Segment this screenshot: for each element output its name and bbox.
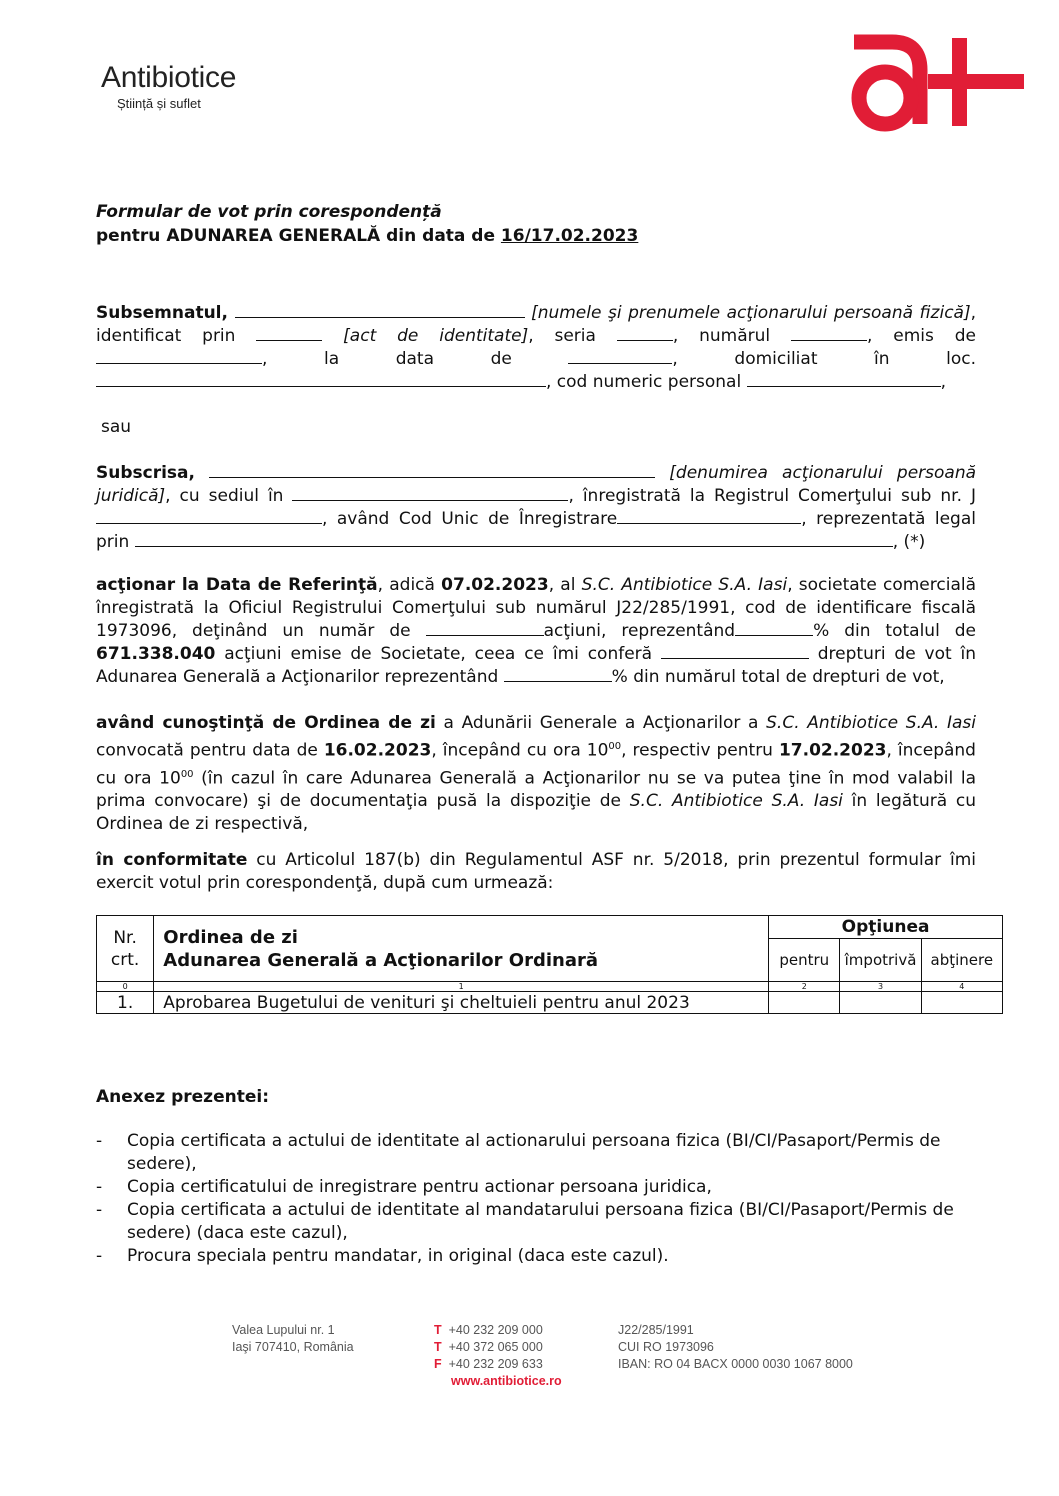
text: acţiuni emise de Societate, ceea ce îmi conferă bbox=[215, 644, 661, 664]
fax-value: +40 232 209 633 bbox=[448, 1357, 543, 1371]
text: (în cazul în care Adunarea Generală a Acţionarilor nu se va putea ţine în mod valabil la prima convocare) şi de documentaţia pusă la dispoziţie de bbox=[96, 768, 976, 812]
index-1: 1 bbox=[154, 982, 769, 992]
text: , societate comercială înregistrată la Oficiul Registrului Comerţului sub numărul J22/285/1991, cod de identificare fiscală 1973096, deţinând un număr de bbox=[96, 575, 976, 641]
vote-for-cell[interactable] bbox=[769, 992, 840, 1014]
header-option-for: pentru bbox=[769, 939, 840, 982]
index-4: 4 bbox=[921, 982, 1002, 992]
text: , la data de bbox=[262, 349, 569, 369]
header-nr-text: Nr. crt. bbox=[110, 927, 140, 970]
header-agenda-subtitle: Adunarea Generală a Acţionarilor Ordinară bbox=[163, 949, 599, 971]
annex-text: Copia certificata a actului de identitate al mandatarului persoana fizica (BI/CI/Pasaport/Permis de sedere) (daca este cazul), bbox=[127, 1200, 954, 1243]
sup: 00 bbox=[608, 741, 622, 752]
index-2: 2 bbox=[769, 982, 840, 992]
form-title-line1: Formular de vot prin corespondență bbox=[96, 202, 442, 222]
annex-text: Procura speciala pentru mandatar, in original (daca este cazul). bbox=[127, 1246, 669, 1266]
annex-text: Copia certificatului de inregistrare pentru actionar persoana juridica, bbox=[127, 1177, 712, 1197]
row-nr: 1. bbox=[97, 992, 154, 1014]
cui-number: CUI RO 1973096 bbox=[618, 1340, 714, 1354]
hint-act: [act de identitate] bbox=[343, 326, 529, 346]
text: convocată pentru data de bbox=[96, 740, 324, 761]
text: , cu sediul în bbox=[165, 486, 293, 506]
index-0: 0 bbox=[97, 982, 154, 992]
list-item bbox=[96, 1130, 976, 1176]
form-title bbox=[96, 200, 638, 248]
fax-line bbox=[434, 1356, 562, 1373]
text: , seria bbox=[528, 326, 617, 346]
list-item bbox=[96, 1199, 976, 1245]
website-link[interactable]: www.antibiotice.ro bbox=[451, 1374, 562, 1388]
footer-address bbox=[232, 1322, 354, 1356]
text-bold: având cunoştinţă de Ordinea de zi bbox=[96, 713, 436, 733]
phone-label: T bbox=[434, 1323, 442, 1337]
total-shares: 671.338.040 bbox=[96, 644, 216, 664]
footer-registry bbox=[618, 1322, 853, 1373]
conformity-paragraph bbox=[96, 849, 976, 895]
header-option: Opţiunea bbox=[769, 916, 1003, 939]
label-subsemnatul: Subsemnatul, bbox=[96, 303, 228, 323]
field-number[interactable] bbox=[791, 325, 867, 341]
text: , al bbox=[548, 575, 582, 595]
text: , având Cod Unic de Înregistrare bbox=[322, 509, 618, 529]
address-line-2: Iaşi 707410, România bbox=[232, 1340, 354, 1354]
text: , adică bbox=[377, 575, 442, 595]
phone-line bbox=[434, 1322, 562, 1339]
hint-person-name: [numele şi prenumele acţionarului persoană fizică] bbox=[531, 303, 971, 323]
company-name: S.C. Antibiotice S.A. Iasi bbox=[766, 713, 976, 733]
address-line-1: Valea Lupului nr. 1 bbox=[232, 1323, 335, 1337]
brand-tagline: Știință și suflet bbox=[117, 96, 201, 111]
title-date: 16/17.02.2023 bbox=[500, 226, 639, 246]
text: , reprezentată legal prin bbox=[96, 509, 976, 552]
annexes-title: Anexez prezentei: bbox=[96, 1087, 269, 1107]
or-label: sau bbox=[101, 417, 132, 437]
field-series[interactable] bbox=[617, 325, 673, 341]
shareholder-paragraph bbox=[96, 574, 976, 689]
title-prefix: pentru ADUNAREA GENERALĂ din data de bbox=[96, 226, 501, 246]
row-text: Aprobarea Bugetului de venituri şi cheltuieli pentru anul 2023 bbox=[154, 992, 769, 1014]
brand-logo-icon bbox=[842, 30, 1024, 132]
field-shares-percent[interactable] bbox=[735, 620, 813, 636]
phone-label: T bbox=[434, 1340, 442, 1354]
header-nr bbox=[97, 916, 154, 982]
field-cui[interactable] bbox=[617, 508, 801, 524]
person-paragraph bbox=[96, 302, 976, 394]
vote-against-cell[interactable] bbox=[840, 992, 921, 1014]
meeting-date-1: 16.02.2023 bbox=[323, 740, 432, 761]
text-bold: în conformitate bbox=[96, 850, 248, 870]
text: a Adunării Generale a Acţionarilor a bbox=[435, 713, 767, 733]
text: , bbox=[940, 372, 947, 392]
table-row bbox=[97, 992, 1003, 1014]
field-act-type[interactable] bbox=[256, 325, 322, 341]
text: în legătură cu Ordinea de zi respectivă, bbox=[96, 791, 976, 835]
field-issue-date[interactable] bbox=[568, 348, 672, 364]
hint-company-name: [denumirea acţionarului persoană juridică] bbox=[96, 463, 977, 506]
field-person-name[interactable] bbox=[235, 302, 525, 318]
agenda-paragraph bbox=[96, 712, 976, 836]
header-option-against: împotrivă bbox=[840, 939, 921, 982]
text: , înregistrată la Registrul Comerţului sub nr. J bbox=[568, 486, 977, 506]
text: drepturi de vot în Adunarea Generală a Acţionarilor reprezentând bbox=[96, 644, 976, 687]
company-paragraph bbox=[96, 462, 976, 554]
company-name: S.C. Antibiotice S.A. Iasi bbox=[629, 791, 843, 812]
field-shares-count[interactable] bbox=[426, 620, 544, 636]
field-headquarters[interactable] bbox=[292, 485, 568, 501]
field-company-name[interactable] bbox=[209, 462, 655, 478]
field-voting-percent[interactable] bbox=[504, 666, 612, 682]
text: % din totalul de bbox=[813, 621, 976, 641]
header-agenda-title: Ordinea de zi bbox=[163, 926, 298, 948]
text: , începând cu ora 10 bbox=[96, 740, 976, 789]
phone-value: +40 372 065 000 bbox=[448, 1340, 543, 1354]
header-agenda bbox=[154, 916, 769, 982]
header-option-abstain: abţinere bbox=[921, 939, 1002, 982]
text: , începând cu ora 10 bbox=[431, 740, 609, 761]
annex-text: Copia certificata a actului de identitate al actionarului persoana fizica (BI/CI/Pasaport/Permis de sedere), bbox=[127, 1131, 941, 1174]
company-name: S.C. Antibiotice S.A. Iasi bbox=[581, 575, 788, 595]
text: % din numărul total de drepturi de vot, bbox=[611, 667, 945, 687]
field-cnp[interactable] bbox=[747, 371, 941, 387]
vote-abstain-cell[interactable] bbox=[921, 992, 1002, 1014]
text-bold: acţionar la Data de Referinţă bbox=[96, 575, 378, 595]
dash: - bbox=[96, 1131, 103, 1151]
field-locality[interactable] bbox=[96, 371, 546, 387]
list-item bbox=[96, 1176, 976, 1199]
phone-value: +40 232 209 000 bbox=[448, 1323, 543, 1337]
label-subscrisa: Subscrisa, bbox=[96, 463, 195, 483]
field-reg-number[interactable] bbox=[96, 508, 322, 524]
fax-label: F bbox=[434, 1357, 442, 1371]
field-legal-rep[interactable] bbox=[135, 531, 893, 547]
dash: - bbox=[96, 1200, 103, 1220]
dash: - bbox=[96, 1177, 103, 1197]
brand-name: Antibiotice bbox=[101, 61, 237, 94]
sup: 00 bbox=[180, 768, 194, 780]
text: , identificat prin bbox=[96, 303, 976, 346]
text: , respectiv pentru bbox=[621, 740, 779, 761]
dash: - bbox=[96, 1246, 103, 1266]
field-issued-by[interactable] bbox=[96, 348, 262, 364]
meeting-date-2: 17.02.2023 bbox=[778, 740, 887, 761]
annexes-list bbox=[96, 1130, 976, 1268]
form-title-line2 bbox=[96, 224, 638, 248]
text: , cod numeric personal bbox=[546, 372, 747, 392]
phone-line bbox=[434, 1339, 562, 1356]
brand-block bbox=[101, 62, 236, 111]
text: acţiuni, reprezentând bbox=[543, 621, 736, 641]
iban: IBAN: RO 04 BACX 0000 0030 1067 8000 bbox=[618, 1357, 853, 1371]
field-voting-rights[interactable] bbox=[661, 643, 809, 659]
reg-number: J22/285/1991 bbox=[618, 1323, 694, 1337]
text: , emis de bbox=[867, 326, 976, 346]
text: , numărul bbox=[672, 326, 791, 346]
text: , (*) bbox=[892, 532, 926, 552]
text: , domiciliat în loc. bbox=[672, 349, 977, 369]
voting-table bbox=[96, 915, 1003, 1014]
list-item bbox=[96, 1245, 976, 1268]
text: cu Articolul 187(b) din Regulamentul ASF nr. 5/2018, prin prezentul formular îmi exercit votul prin corespondenţă, după cum urmează: bbox=[96, 850, 976, 893]
reference-date: 07.02.2023 bbox=[441, 575, 549, 595]
footer-contact bbox=[434, 1322, 562, 1390]
index-3: 3 bbox=[840, 982, 921, 992]
